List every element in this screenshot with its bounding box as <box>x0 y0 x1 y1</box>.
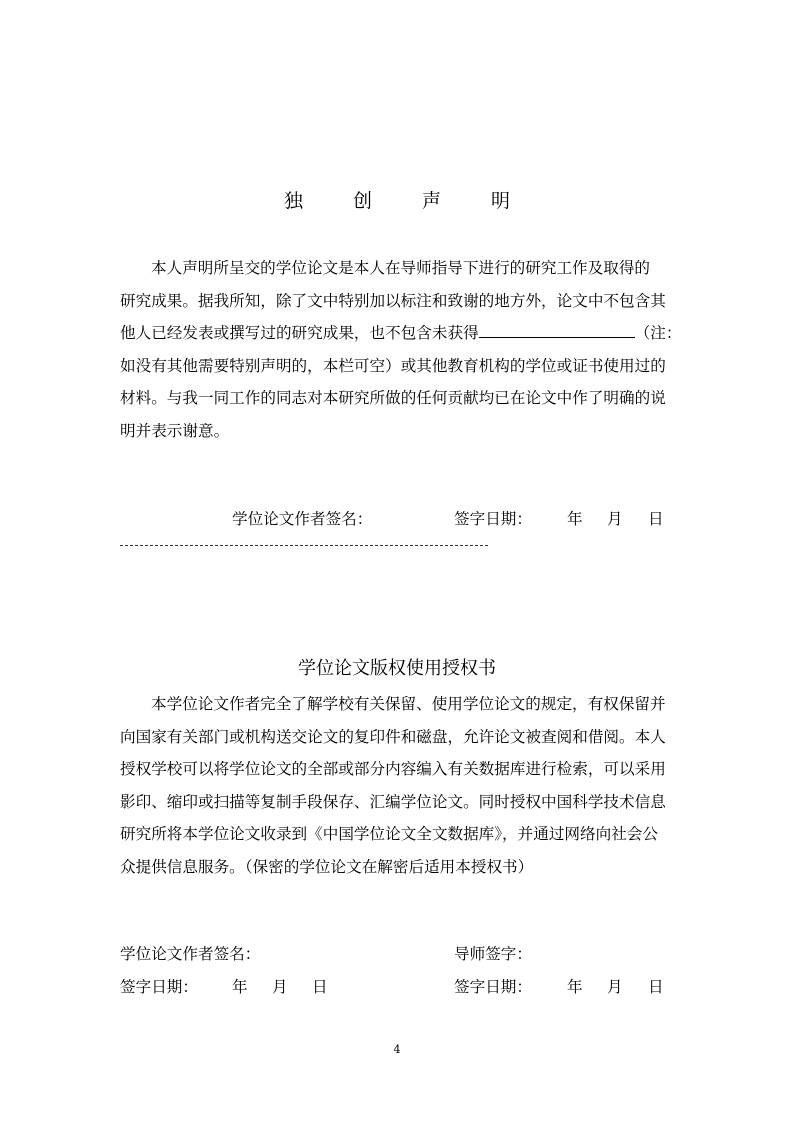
authorization-author-month-label: 月 <box>272 978 288 996</box>
declaration-line: 材料。与我一同工作的同志对本研究所做的任何贡献均已在论文中作了明确的说 <box>120 389 666 407</box>
section-divider <box>120 545 488 546</box>
declaration-year-label: 年 <box>567 510 583 528</box>
blank-fill-line[interactable] <box>479 319 635 338</box>
authorization-advisor-date-label: 签字日期： <box>454 978 532 996</box>
declaration-date-label: 签字日期： <box>454 510 532 528</box>
authorization-line: 影印、缩印或扫描等复制手段保存、汇编学位论文。同时授权中国科学技术信息 <box>120 792 666 811</box>
authorization-line: 研究所将本学位论文收录到《中国学位论文全文数据库》，并通过网络向社会公 <box>120 825 658 843</box>
declaration-line: 研究成果。据我所知，除了文中特别加以标注和致谢的地方外，论文中不包含其 <box>120 291 666 310</box>
declaration-line: 本人声明所呈交的学位论文是本人在导师指导下进行的研究工作及取得的 <box>151 259 651 277</box>
authorization-advisor-day-label: 日 <box>648 978 664 996</box>
authorization-author-sign-label: 学位论文作者签名： <box>120 945 261 963</box>
authorization-title: 学位论文版权使用授权书 <box>298 658 496 679</box>
authorization-author-day-label: 日 <box>312 978 328 996</box>
authorization-line: 众提供信息服务。（保密的学位论文在解密后适用本授权书） <box>120 857 534 876</box>
declaration-title: 独 创 声 明 <box>283 190 533 212</box>
authorization-advisor-sign-label: 导师签字： <box>454 945 532 963</box>
authorization-line: 授权学校可以将学位论文的全部或部分内容编入有关数据库进行检索，可以采用 <box>120 760 666 778</box>
declaration-line-text: 他人已经发表或撰写过的研究成果，也不包含未获得 <box>120 324 479 342</box>
declaration-line <box>120 317 692 350</box>
authorization-advisor-year-label: 年 <box>567 978 583 996</box>
declaration-author-sign-label: 学位论文作者签名： <box>232 510 373 528</box>
declaration-month-label: 月 <box>607 510 623 528</box>
declaration-line: 明并表示谢意。 <box>120 421 230 440</box>
page-number: 4 <box>393 1043 401 1056</box>
authorization-line: 本学位论文作者完全了解学校有关保留、使用学位论文的规定，有权保留并 <box>151 695 666 713</box>
authorization-author-year-label: 年 <box>232 978 248 996</box>
authorization-author-date-label: 签字日期： <box>120 978 198 996</box>
authorization-line: 向国家有关部门或机构送交论文的复印件和磁盘，允许论文被查阅和借阅。本人 <box>120 727 666 746</box>
declaration-paragraph <box>120 252 692 447</box>
authorization-advisor-month-label: 月 <box>607 978 623 996</box>
declaration-day-label: 日 <box>648 510 664 528</box>
authorization-paragraph <box>120 688 692 883</box>
note-text: （注： <box>634 324 682 342</box>
declaration-line: 如没有其他需要特别声明的，本栏可空）或其他教育机构的学位或证书使用过的 <box>120 356 666 375</box>
